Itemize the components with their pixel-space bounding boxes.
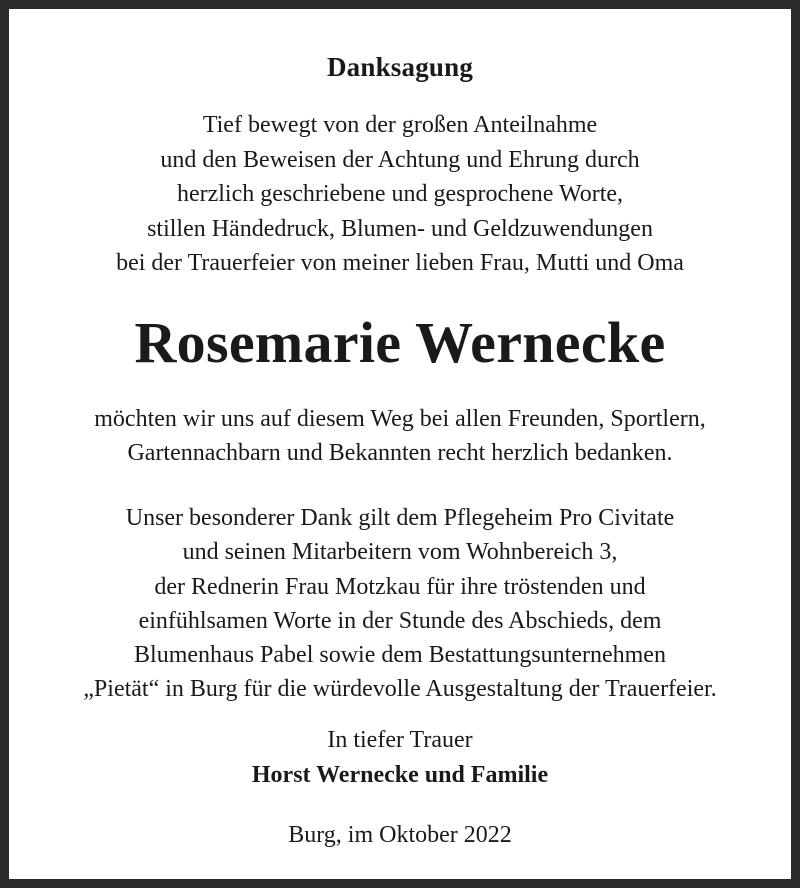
intro-paragraph [18, 108, 782, 281]
intro-line: Tief bewegt von der großen Anteilnahme [202, 112, 598, 138]
special-thanks-line: Unser besonderer Dank gilt dem Pflegeheim Pro Civitate [125, 505, 675, 531]
special-thanks-line: „Pietät“ in Burg für die würdevolle Ausgestaltung der Trauerfeier. [83, 676, 717, 703]
mourning-phrase: In tiefer Trauer [327, 727, 473, 753]
special-thanks-line: und seinen Mitarbeitern vom Wohnbereich 3, [182, 539, 618, 566]
intro-line: herzlich geschriebene und gesprochene Worte, [176, 181, 624, 207]
intro-line: und den Beweisen der Achtung und Ehrung durch [160, 146, 640, 173]
intro-line: stillen Händedruck, Blumen- und Geldzuwendungen [147, 215, 653, 242]
special-thanks-line: einfühlsamen Worte in der Stunde des Abschieds, dem [138, 607, 662, 634]
thanks-paragraph [18, 402, 782, 470]
special-thanks-paragraph [18, 501, 782, 707]
deceased-name: Rosemarie Wernecke [134, 310, 666, 375]
notice-title: Danksagung [326, 52, 474, 82]
signatories: Horst Wernecke und Familie [251, 762, 549, 788]
special-thanks-line: der Rednerin Frau Motzkau für ihre tröstenden und [154, 573, 646, 600]
thanks-line: Gartennachbarn und Bekannten recht herzlich bedanken. [127, 440, 673, 466]
intro-line: bei der Trauerfeier von meiner lieben Frau, Mutti und Oma [116, 250, 684, 276]
thanks-line: möchten wir uns auf diesem Weg bei allen Freunden, Sportlern, [94, 406, 706, 432]
special-thanks-line: Blumenhaus Pabel sowie dem Bestattungsunternehmen [134, 642, 666, 669]
place-date: Burg, im Oktober 2022 [288, 822, 512, 848]
